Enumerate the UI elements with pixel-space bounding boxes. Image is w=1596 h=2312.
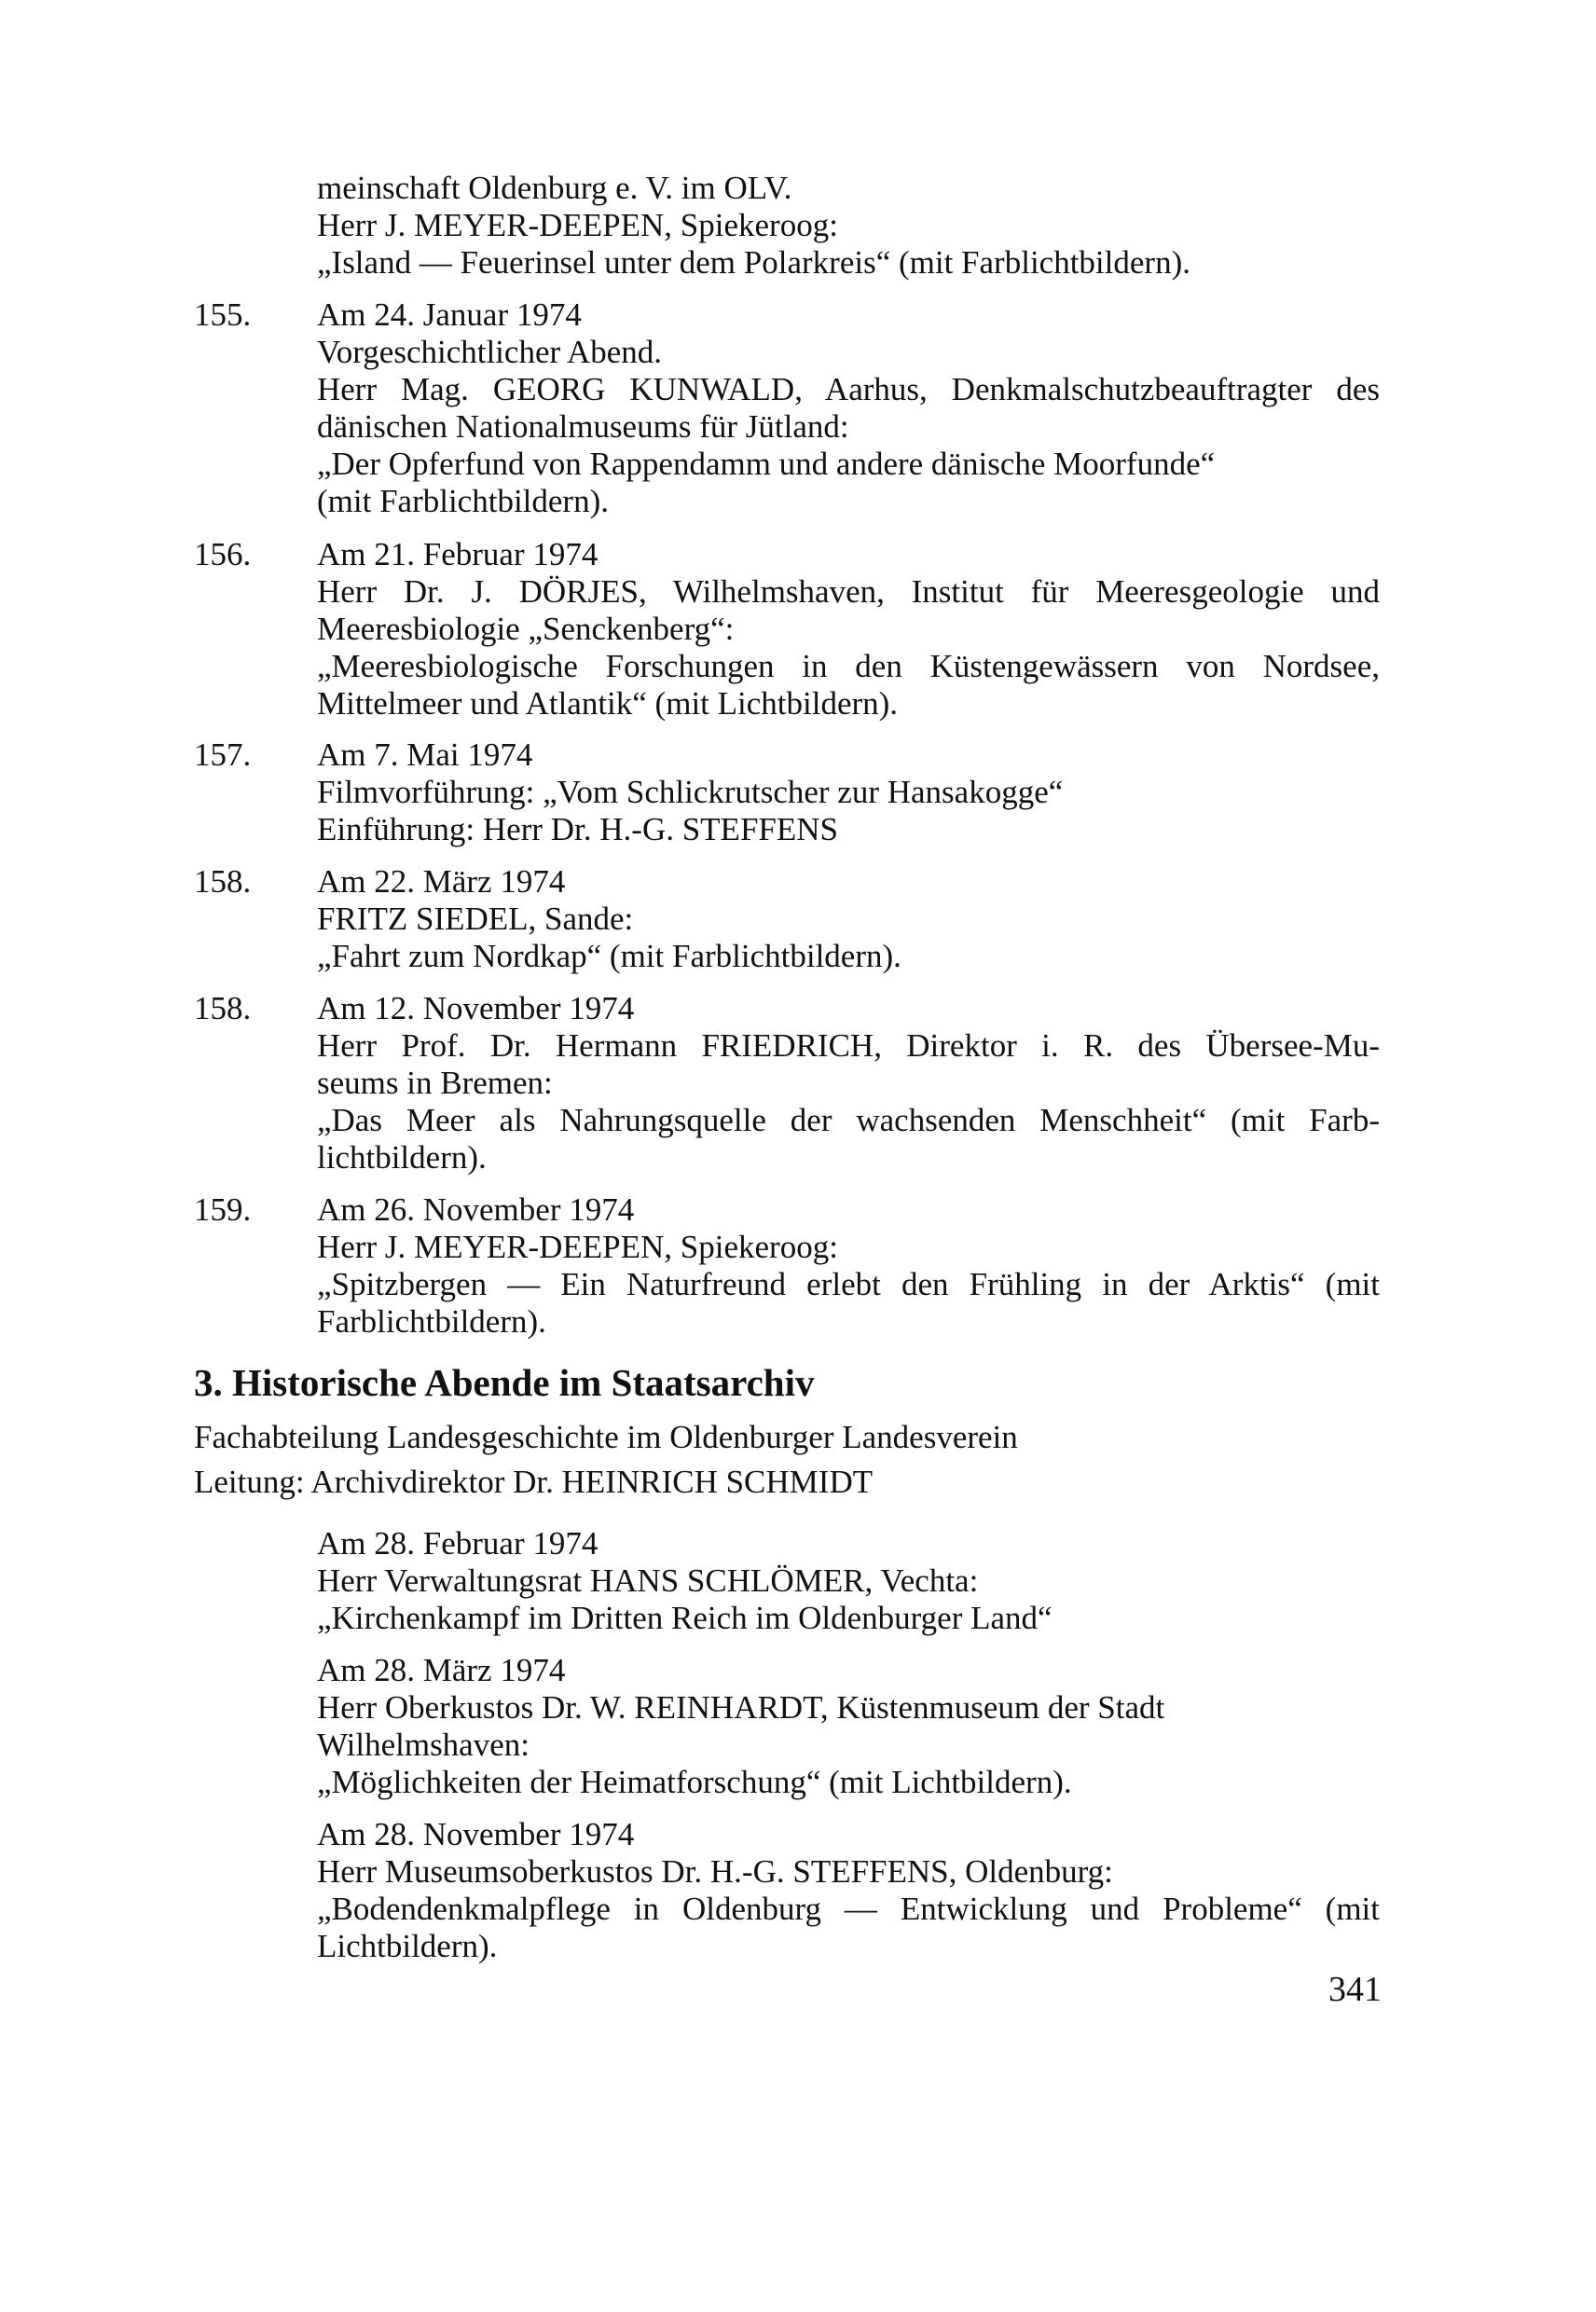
entry-number: 155. [194, 296, 252, 333]
text-line: Filmvorführung: „Vom Schlickrutscher zur Hansakogge“ [317, 774, 1064, 810]
text-line: Herr Prof. Dr. Hermann FRIEDRICH, Direktor i. R. des Übersee-Mu- [317, 1027, 1380, 1064]
text-line: „Island — Feuerinsel unter dem Polarkreis“ (mit Farblichtbildern). [317, 244, 1190, 281]
text-line: Herr Museumsoberkustos Dr. H.-G. STEFFENS, Oldenburg: [317, 1853, 1113, 1890]
text-line: „Meeresbiologische Forschungen in den Küstengewässern von Nordsee, [317, 648, 1380, 684]
text-line: „Fahrt zum Nordkap“ (mit Farblichtbildern). [317, 938, 901, 974]
text-line: meinschaft Oldenburg e. V. im OLV. [317, 170, 792, 206]
entry-date: Am 28. März 1974 [317, 1652, 566, 1688]
text-line: „Spitzbergen — Ein Naturfreund erlebt den Frühling in der Arktis“ (mit [317, 1266, 1380, 1302]
entry-date: Am 12. November 1974 [317, 990, 635, 1026]
text-line: Herr J. MEYER-DEEPEN, Spiekeroog: [317, 1229, 838, 1265]
text-line: Vorgeschichtlicher Abend. [317, 334, 663, 370]
text-line: Lichtbildern). [317, 1928, 498, 1964]
text-line: Einführung: Herr Dr. H.-G. STEFFENS [317, 811, 838, 847]
entry-number: 156. [194, 536, 252, 572]
entry-number: 158. [194, 990, 252, 1026]
entry-body [317, 296, 1380, 520]
text-line: Herr Verwaltungsrat HANS SCHLÖMER, Vechta: [317, 1562, 979, 1599]
entry-body [317, 863, 1380, 975]
text-line: „Kirchenkampf im Dritten Reich im Oldenburger Land“ [317, 1600, 1053, 1636]
entry-date: Am 28. Februar 1974 [317, 1525, 598, 1562]
historic-event-2 [317, 1652, 1380, 1801]
entry-date: Am 28. November 1974 [317, 1816, 635, 1852]
text-line: Farblichtbildern). [317, 1303, 546, 1340]
entry-date: Am 26. November 1974 [317, 1191, 635, 1228]
text-line: Herr Dr. J. DÖRJES, Wilhelmshaven, Institut für Meeresgeologie und [317, 573, 1380, 610]
historic-event-3 [317, 1816, 1380, 1965]
entry-number: 159. [194, 1191, 252, 1228]
entry-number: 158. [194, 863, 252, 900]
section-subtitle: Fachabteilung Landesgeschichte im Oldenburger Landesverein [194, 1419, 1018, 1455]
text-line: Herr Mag. GEORG KUNWALD, Aarhus, Denkmalschutzbeauftragter des [317, 371, 1380, 407]
text-line: „Das Meer als Nahrungsquelle der wachsenden Menschheit“ (mit Farb- [317, 1102, 1380, 1138]
entry-body [317, 1191, 1380, 1341]
text-line: Mittelmeer und Atlantik“ (mit Lichtbildern). [317, 685, 899, 722]
text-line: „Bodendenkmalpflege in Oldenburg — Entwicklung und Probleme“ (mit [317, 1891, 1380, 1927]
section-leitung: Leitung: Archivdirektor Dr. HEINRICH SCHMIDT [194, 1464, 874, 1500]
text-line: „Möglichkeiten der Heimatforschung“ (mit Lichtbildern). [317, 1764, 1072, 1800]
entry-date: Am 21. Februar 1974 [317, 536, 598, 572]
text-line: (mit Farblichtbildern). [317, 483, 609, 519]
page-number: 341 [1328, 1970, 1382, 2009]
entry-body [317, 536, 1380, 722]
entry-body [317, 990, 1380, 1177]
entry-date: Am 24. Januar 1974 [317, 296, 582, 333]
text-line: FRITZ SIEDEL, Sande: [317, 901, 634, 937]
intro-block [317, 170, 1380, 282]
text-line: lichtbildern). [317, 1139, 487, 1176]
entry-number: 157. [194, 736, 252, 773]
entry-date: Am 22. März 1974 [317, 863, 566, 900]
historic-event-1 [317, 1525, 1380, 1637]
text-line: „Der Opferfund von Rappendamm und andere dänische Moorfunde“ [317, 446, 1216, 482]
entry-date: Am 7. Mai 1974 [317, 736, 533, 773]
text-line: Meeresbiologie „Senckenberg“: [317, 611, 735, 647]
text-line: dänischen Nationalmuseums für Jütland: [317, 408, 849, 445]
text-line: Herr J. MEYER-DEEPEN, Spiekeroog: [317, 207, 838, 243]
text-line: Wilhelmshaven: [317, 1727, 530, 1763]
entry-body [317, 736, 1380, 848]
text-line: seums in Bremen: [317, 1065, 553, 1101]
section-heading: 3. Historische Abende im Staatsarchiv [194, 1361, 815, 1404]
text-line: Herr Oberkustos Dr. W. REINHARDT, Küstenmuseum der Stadt [317, 1689, 1165, 1726]
